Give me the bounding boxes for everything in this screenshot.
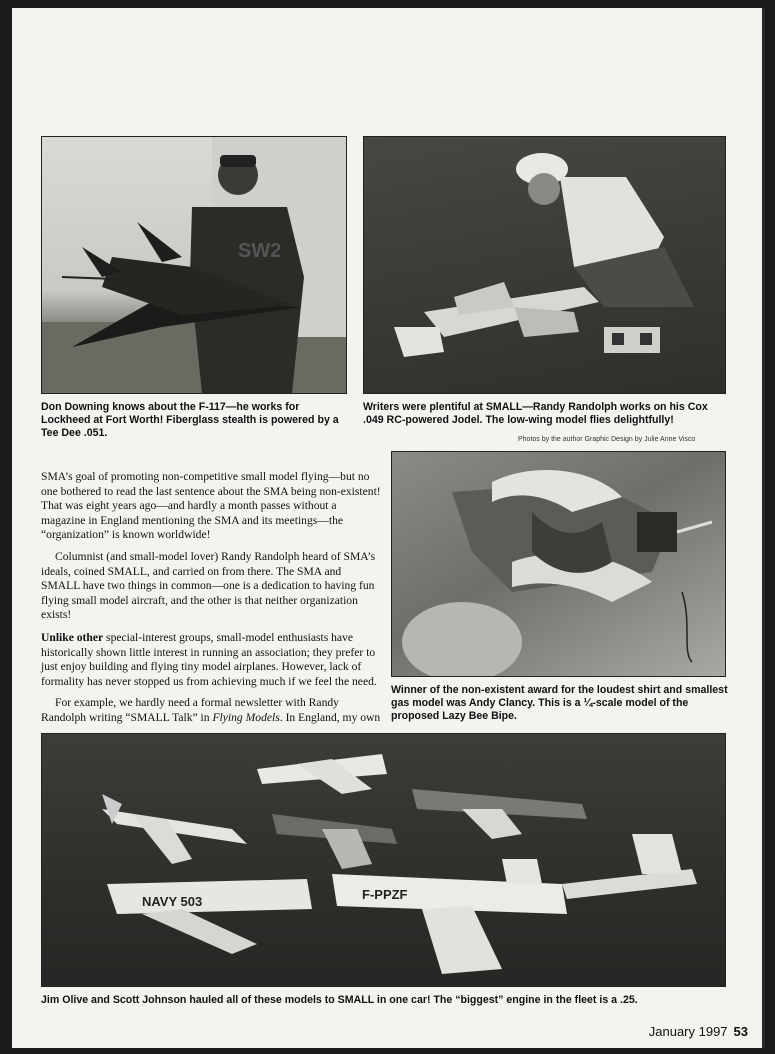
paragraph-4: [41, 696, 381, 725]
f117-illustration: [42, 137, 346, 393]
article-body: [41, 470, 381, 726]
paragraph-3-rest: special-interest groups, small-model enthusiasts have historically shown little interest in running an association; they prefer to just enjoy building and flying tiny model airplanes. However, lack of formality has never stopped us from achieving much if we feel the need.: [41, 630, 377, 688]
photo4-caption: Jim Olive and Scott Johnson hauled all of these models to SMALL in one car! The “biggest” engine in the fleet is a .25.: [41, 994, 638, 1006]
page-number: 53: [733, 1024, 748, 1039]
paragraph-4-a: For example, we hardly need a formal newsletter with Randy Randolph writing “SMALL Talk” in: [41, 696, 339, 724]
fppzf-marking: F-PPZF: [362, 887, 408, 902]
photo1-caption: Don Downing knows about the F-117—he works for Lockheed at Fort Worth! Fiberglass stealth is powered by a Tee Dee .051.: [41, 401, 339, 439]
jodel-illustration: [364, 137, 725, 393]
photo-lazy-bee: [391, 451, 726, 677]
fleet-illustration: [42, 734, 725, 986]
photo-f117: [41, 136, 347, 394]
photo-jodel: [363, 136, 726, 394]
paragraph-3: [41, 631, 381, 689]
lazy-bee-illustration: [392, 452, 725, 676]
page-footer: [649, 1024, 748, 1039]
paragraph-4-magazine: Flying Models: [212, 710, 280, 724]
paragraph-2: Columnist (and small-model lover) Randy Randolph heard of SMA’s ideals, coined SMALL, and carried on from there. The SMA and SMALL have two things in common—one is a dedication to having fun flying small model aircraft, and the other is that neither organization exists!: [41, 549, 376, 622]
photo2-caption: Writers were plentiful at SMALL—Randy Randolph works on his Cox .049 RC-powered Jodel. The low-wing model flies delightfully!: [363, 401, 708, 426]
issue-date: January 1997: [648, 1024, 728, 1039]
magazine-page: [12, 8, 765, 1048]
photo3-caption: Winner of the non-existent award for the loudest shirt and smallest gas model was Andy Clancy. This is a ¼-scale model of the proposed Lazy Bee Bipe.: [391, 684, 728, 722]
photo-credit: Photos by the author Graphic Design by Julie Anne Visco: [518, 436, 696, 443]
paragraph-3-lead: Unlike other: [41, 630, 104, 644]
photo-fleet: [41, 733, 726, 987]
sweater-print: SW2: [238, 240, 282, 262]
paragraph-4-b: . In England, my own: [279, 710, 381, 724]
paragraph-1: SMA’s goal of promoting non-competitive small model flying—but no one bothered to read the last sentence about the SMA being non-existent! That was eight years ago—and hardly a month passes without a magazine in England mentioning the SMA and its meetings—the “organization” is known worldwide!: [41, 470, 381, 542]
navy-marking: NAVY 503: [142, 894, 203, 909]
